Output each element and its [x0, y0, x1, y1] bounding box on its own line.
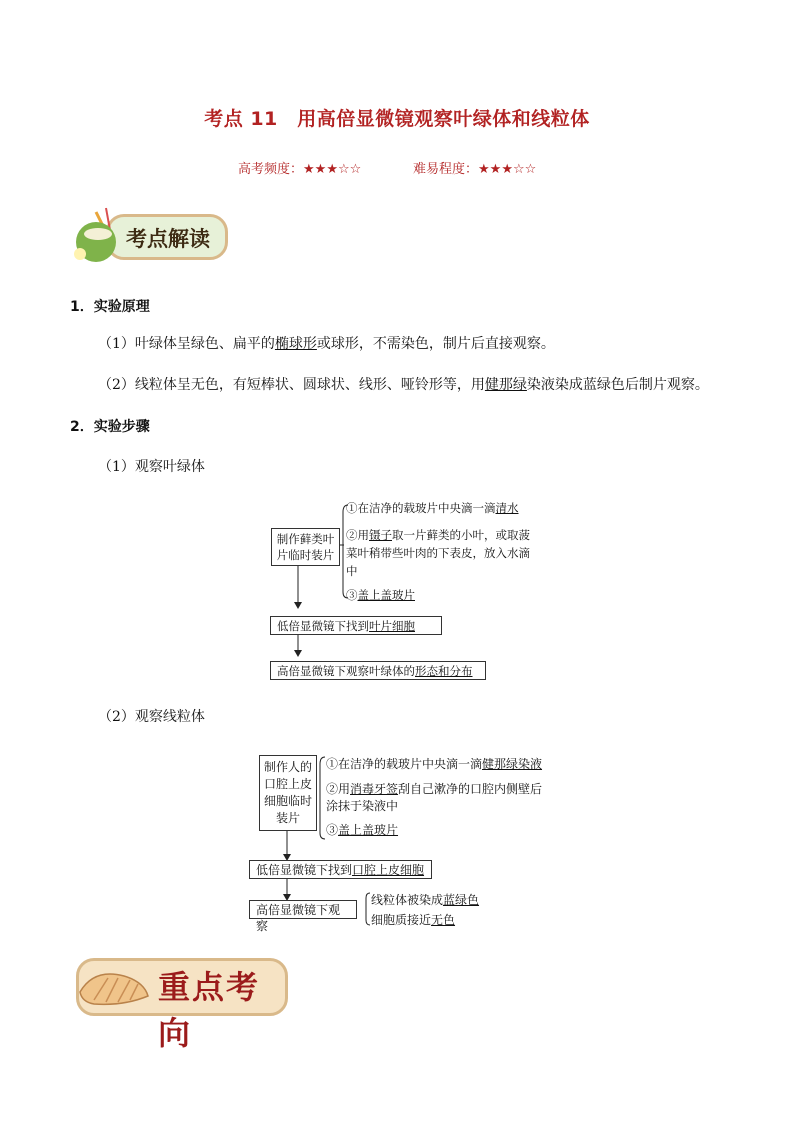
- underlined-text: 清水: [495, 501, 519, 515]
- underlined-text: 椭球形: [274, 336, 317, 352]
- underlined-text: 叶片细胞: [369, 619, 415, 633]
- flow1-step1: [346, 500, 546, 516]
- flow1-step3: [346, 587, 466, 603]
- text-span: 高倍显微镜下观察叶绿体的: [277, 664, 415, 678]
- underlined-text: 无色: [431, 913, 456, 927]
- text-span: ①在洁净的载玻片中央滴一滴: [326, 757, 483, 771]
- difficulty-stars: ★★★☆☆: [478, 162, 537, 177]
- text-span: 线粒体被染成: [371, 893, 444, 907]
- underlined-text: 健那绿染液: [482, 757, 543, 771]
- text-span: ②用: [326, 782, 351, 796]
- underlined-text: 盖上盖玻片: [357, 588, 415, 602]
- flow1-step2: [346, 526, 536, 580]
- flow1-box-make-slide: 制作藓类叶片临时装片: [271, 528, 340, 566]
- text-span: 低倍显微镜下找到: [277, 619, 369, 633]
- underlined-text: 蓝绿色: [443, 893, 480, 907]
- text-span: 细胞质接近: [371, 913, 432, 927]
- banner-title: 考点解读: [126, 226, 210, 251]
- flow1-box-low-mag: [270, 616, 442, 635]
- text-span: ②用: [346, 528, 369, 542]
- flow2-step2: [326, 781, 548, 815]
- difficulty-label: 难易程度：: [413, 162, 479, 177]
- section-heading-steps: 2．实验步骤: [70, 419, 150, 435]
- text-span: 低倍显微镜下找到: [256, 863, 353, 877]
- text-span: （2）线粒体呈无色，有短棒状、圆球状、线形、哑铃形等，用: [98, 377, 485, 393]
- shell-icon: [74, 962, 154, 1012]
- flow2-result2: [371, 912, 511, 928]
- underlined-text: 口腔上皮细胞: [352, 863, 425, 877]
- section-heading-principle: 1．实验原理: [70, 299, 150, 315]
- underlined-text: 形态和分布: [415, 664, 473, 678]
- flow1-box-high-mag: [270, 661, 486, 680]
- sub-heading-chloroplast: （1）观察叶绿体: [98, 459, 205, 475]
- text-span: ③: [326, 823, 339, 837]
- frequency-stars: ★★★☆☆: [303, 162, 362, 177]
- flow2-step3: [326, 822, 446, 838]
- text-span: ①在洁净的载玻片中央滴一滴: [346, 501, 496, 515]
- underlined-text: 健那绿: [484, 377, 527, 393]
- text-span: ③: [346, 588, 358, 602]
- underlined-text: 盖上盖玻片: [338, 823, 399, 837]
- flow2-step1: [326, 756, 556, 772]
- flow2-box-low-mag: [249, 860, 432, 879]
- text-span: （1）叶绿体呈绿色、扁平的: [98, 336, 275, 352]
- sub-heading-mitochondria: （2）观察线粒体: [98, 709, 205, 725]
- banner-title: 重点考向: [158, 968, 261, 1052]
- flow2-box-make-slide: 制作人的口腔上皮细胞临时装片: [259, 755, 317, 831]
- flow2-result1: [371, 892, 511, 908]
- page-title: 考点 11 用高倍显微镜观察叶绿体和线粒体: [204, 108, 590, 130]
- text-span: 取一片藓类的小叶，或取菠菜叶稍带些叶肉的下表皮，放入水滴中: [346, 528, 530, 578]
- banner-zhongdian-kaoxiang: [70, 954, 290, 1052]
- underlined-text: 消毒牙签: [350, 782, 399, 796]
- text-span: 刮自己漱净的口腔内侧壁后涂抹于染液中: [326, 782, 543, 813]
- text-span: 染液染成蓝绿色后制片观察。: [526, 377, 709, 393]
- text-span: 或球形，不需染色，制片后直接观察。: [316, 336, 555, 352]
- flow2-box-high-mag: 高倍显微镜下观察: [249, 900, 357, 919]
- underlined-text: 镊子: [369, 528, 392, 542]
- frequency-label: 高考频度：: [238, 162, 304, 177]
